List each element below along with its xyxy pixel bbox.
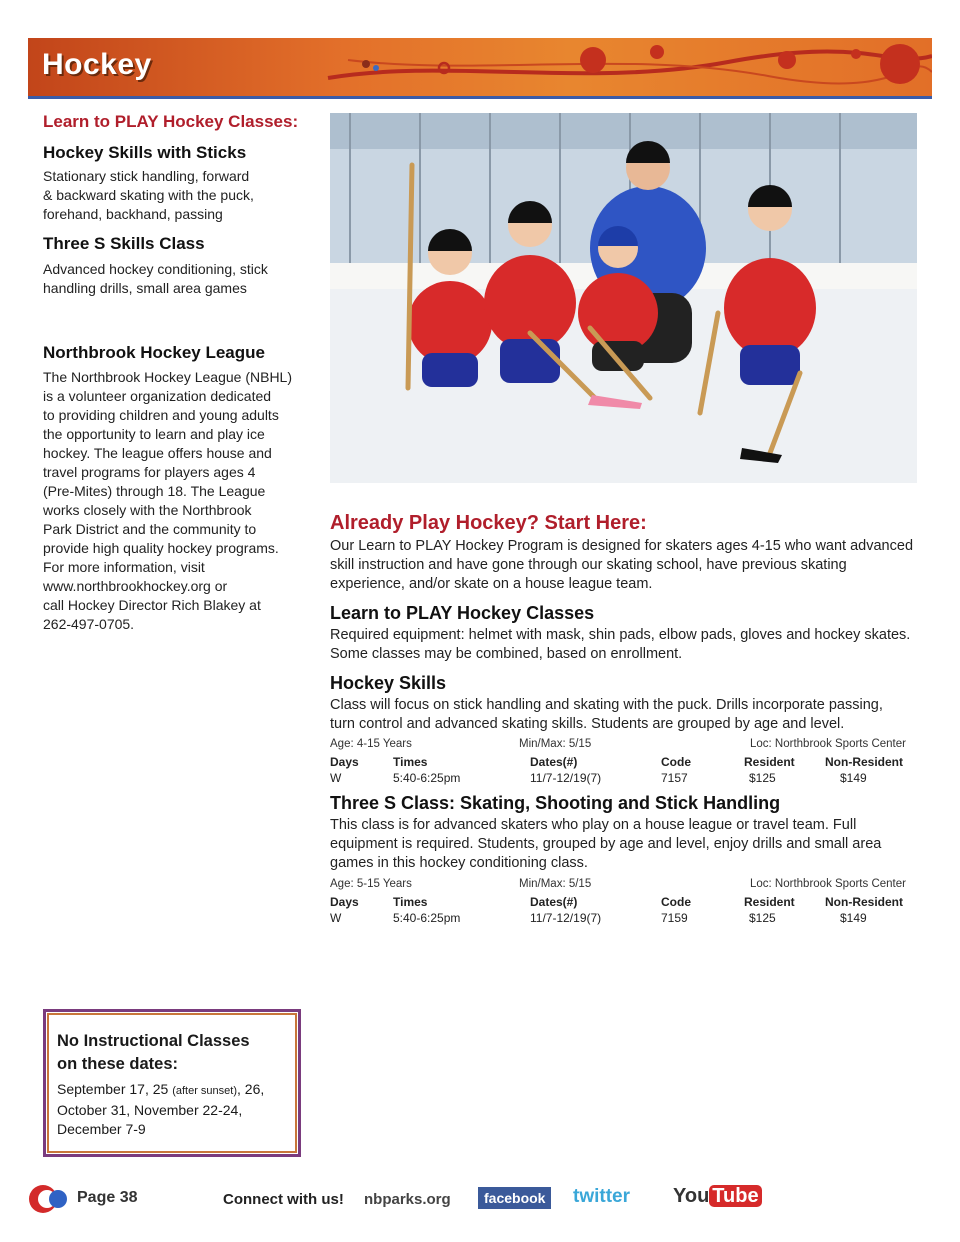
classes-title: Learn to PLAY Hockey Classes xyxy=(330,603,595,623)
page-number: Page 38 xyxy=(77,1189,138,1206)
three-s-code: 7159 xyxy=(661,911,688,925)
skills-times: 5:40-6:25pm xyxy=(393,771,461,785)
three-s-section xyxy=(330,793,920,873)
skills-age: Age: 4-15 Years xyxy=(330,738,412,750)
three-s-line: games in this hockey conditioning class. xyxy=(330,855,588,871)
banner-title: Hockey xyxy=(42,48,152,81)
learn-to-play-heading: Learn to PLAY Hockey Classes: xyxy=(43,112,299,131)
notice-date-line xyxy=(57,1080,287,1101)
classes-line: Some classes may be combined, based on enrollment. xyxy=(330,646,683,662)
three-s-skills-line: Advanced hockey conditioning, stick xyxy=(43,261,268,277)
three-s-dates: 11/7-12/19(7) xyxy=(530,911,602,925)
col-nonresident: Non-Resident xyxy=(825,895,903,909)
twitter-link[interactable]: twitter xyxy=(573,1186,630,1207)
skills-location: Loc: Northbrook Sports Center xyxy=(750,738,906,750)
league-line: Park District and the community to xyxy=(43,521,257,537)
hockey-skills-line: turn control and advanced skating skills. Students are grouped by age and level. xyxy=(330,716,845,732)
skills-with-sticks-block xyxy=(43,143,301,224)
notice-dates xyxy=(57,1080,287,1139)
classes-line: Required equipment: helmet with mask, shin pads, elbow pads, gloves and hockey skates. xyxy=(330,627,911,643)
park-district-logo-icon xyxy=(28,1183,68,1215)
three-s-times: 5:40-6:25pm xyxy=(393,911,461,925)
three-s-minmax: Min/Max: 5/15 xyxy=(519,878,592,890)
three-s-skills-line: handling drills, small area games xyxy=(43,280,247,296)
already-play-line: Our Learn to PLAY Hockey Program is designed for skaters ages 4-15 who want advanced xyxy=(330,538,914,554)
skills-with-sticks-line: Stationary stick handling, forward xyxy=(43,168,250,184)
nbparks-link[interactable]: nbparks.org xyxy=(364,1191,451,1208)
three-s-days: W xyxy=(330,911,342,925)
hockey-league-title: Northbrook Hockey League xyxy=(43,343,265,362)
classes-section xyxy=(330,603,920,664)
left-column xyxy=(43,112,301,132)
col-days: Days xyxy=(330,895,359,909)
hockey-league-block xyxy=(43,343,301,634)
league-line: travel programs for players ages 4 xyxy=(43,464,256,480)
three-s-resident-fee: $125 xyxy=(749,911,776,925)
banner-decoration xyxy=(28,38,932,96)
league-phone-line: 262-497-0705. xyxy=(43,616,135,632)
league-line: to providing children and young adults xyxy=(43,407,279,423)
three-s-line: This class is for advanced skaters who play on a house league or travel team. Full xyxy=(330,817,857,833)
col-days: Days xyxy=(330,755,359,769)
youtube-you-text: You xyxy=(673,1185,710,1207)
three-s-age: Age: 5-15 Years xyxy=(330,878,412,890)
skills-with-sticks-line: forehand, backhand, passing xyxy=(43,206,223,222)
hockey-skills-line: Class will focus on stick handling and skating with the puck. Drills incorporate passing, xyxy=(330,697,883,713)
three-s-nonresident-fee: $149 xyxy=(840,911,867,925)
hockey-skills-title: Hockey Skills xyxy=(330,673,447,693)
already-play-line: skill instruction and have gone through our skating school, have previous skating xyxy=(330,557,847,573)
col-times: Times xyxy=(393,895,428,909)
section-banner xyxy=(28,38,932,99)
league-line: the opportunity to learn and play ice xyxy=(43,426,265,442)
col-dates: Dates(#) xyxy=(530,895,578,909)
skills-dates: 11/7-12/19(7) xyxy=(530,771,602,785)
notice-date-note: (after sunset) xyxy=(172,1085,237,1097)
already-play-title: Already Play Hockey? Start Here: xyxy=(330,512,647,534)
facebook-link[interactable]: facebook xyxy=(478,1187,551,1209)
no-classes-notice xyxy=(43,1009,301,1157)
hockey-skills-section xyxy=(330,673,920,734)
skills-minmax: Min/Max: 5/15 xyxy=(519,738,592,750)
league-line: call Hockey Director Rich Blakey at xyxy=(43,597,261,613)
col-resident: Resident xyxy=(744,895,795,909)
youtube-tube-text: Tube xyxy=(709,1185,761,1207)
notice-date-text: , 26, xyxy=(237,1081,265,1097)
skills-with-sticks-title: Hockey Skills with Sticks xyxy=(43,143,247,162)
skills-code: 7157 xyxy=(661,771,688,785)
col-dates: Dates(#) xyxy=(530,755,578,769)
col-code: Code xyxy=(661,755,691,769)
league-line: works closely with the Northbrook xyxy=(43,502,252,518)
skills-nonresident-fee: $149 xyxy=(840,771,867,785)
league-website-line: www.northbrookhockey.org or xyxy=(43,578,228,594)
three-s-location: Loc: Northbrook Sports Center xyxy=(750,878,906,890)
league-line: The Northbrook Hockey League (NBHL) xyxy=(43,369,293,385)
hockey-team-photo xyxy=(330,113,917,483)
already-play-section xyxy=(330,512,920,594)
page-footer xyxy=(0,1180,960,1220)
league-line: is a volunteer organization dedicated xyxy=(43,388,272,404)
col-resident: Resident xyxy=(744,755,795,769)
league-line: provide high quality hockey programs. xyxy=(43,540,279,556)
league-line: For more information, visit xyxy=(43,559,205,575)
three-s-line: equipment is required. Students, grouped by age and level, enjoy drills and small area xyxy=(330,836,882,852)
connect-label: Connect with us! xyxy=(223,1191,344,1208)
col-times: Times xyxy=(393,755,428,769)
notice-title-line: No Instructional Classes xyxy=(57,1032,250,1050)
col-code: Code xyxy=(661,895,691,909)
col-nonresident: Non-Resident xyxy=(825,755,903,769)
league-line: hockey. The league offers house and xyxy=(43,445,272,461)
notice-date-text: September 17, 25 xyxy=(57,1081,173,1097)
skills-with-sticks-line: & backward skating with the puck, xyxy=(43,187,254,203)
notice-date-line: December 7-9 xyxy=(57,1121,146,1137)
youtube-link[interactable] xyxy=(673,1185,762,1208)
photo-illustration xyxy=(330,113,917,483)
skills-days: W xyxy=(330,771,342,785)
three-s-title: Three S Class: Skating, Shooting and Stick Handling xyxy=(330,793,781,813)
three-s-skills-block xyxy=(43,234,301,298)
notice-title-line: on these dates: xyxy=(57,1055,179,1073)
already-play-line: experience, and/or skate on a house league team. xyxy=(330,576,653,592)
skills-resident-fee: $125 xyxy=(749,771,776,785)
league-line: (Pre-Mites) through 18. The League xyxy=(43,483,266,499)
notice-date-line: October 31, November 22-24, xyxy=(57,1102,243,1118)
three-s-skills-title: Three S Skills Class xyxy=(43,234,205,253)
